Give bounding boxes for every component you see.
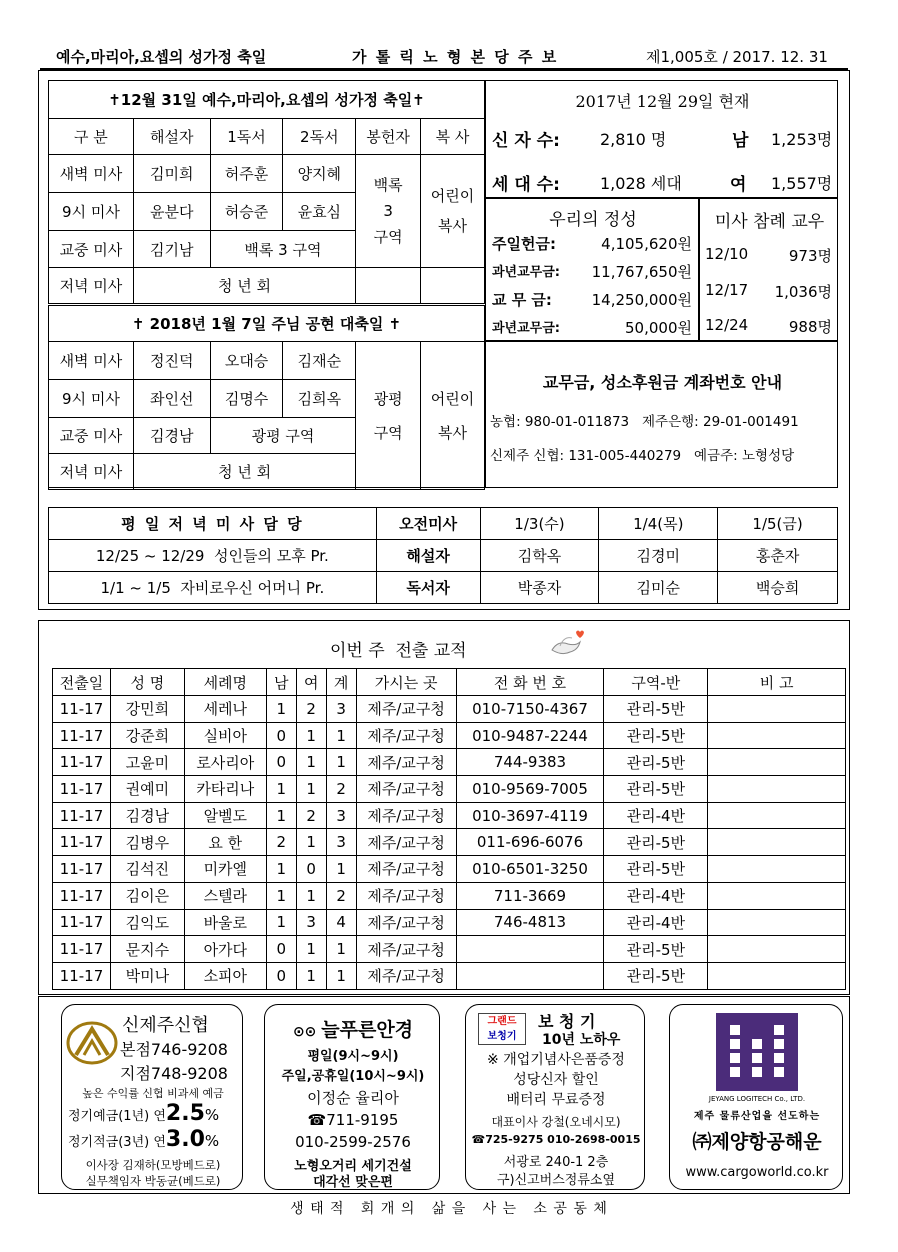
mass-name: 새벽 미사 — [49, 155, 134, 193]
paper-title: 가 톨 릭 노 형 본 당 주 보 — [352, 48, 559, 66]
reader: 김미순 — [599, 572, 718, 604]
female-count: 1,557명 — [771, 174, 833, 193]
transfer-cell — [708, 802, 846, 829]
altar-text: 어린이 — [430, 389, 475, 408]
transfer-cell — [708, 696, 846, 723]
altar-text: 복사 — [438, 423, 468, 442]
offering-group — [356, 342, 421, 490]
transfer-cell: 관리-5반 — [604, 936, 708, 963]
mass-name: 9시 미사 — [49, 380, 134, 418]
transfer-cell: 1 — [326, 856, 356, 883]
accounts-line-2: 신제주 신협: 131-005-440279 예금주: 노형성당 — [490, 448, 795, 464]
accounts-line-1: 농협: 980-01-011873 제주은행: 29-01-001491 — [490, 414, 799, 430]
transfer-cell: 김병우 — [110, 829, 184, 856]
reader-1: 김명수 — [210, 380, 283, 418]
dove-heart-icon — [548, 628, 584, 660]
transfer-cell: 제주/교구청 — [356, 909, 456, 936]
transfer-col-header: 성 명 — [110, 669, 184, 696]
readers: 백록 3 구역 — [210, 231, 356, 268]
transfer-cell: 1 — [266, 882, 296, 909]
transfer-cell: 010-3697-4119 — [456, 802, 604, 829]
optical-title — [265, 1015, 440, 1042]
reader-2: 김재순 — [283, 342, 356, 380]
transfer-cell — [708, 749, 846, 776]
transfer-cell: 11-17 — [53, 909, 111, 936]
col-header: 2독서 — [283, 119, 356, 155]
transfer-cell: 제주/교구청 — [356, 776, 456, 803]
table-row — [53, 882, 846, 909]
offering-value: 14,250,000원 — [591, 291, 692, 309]
attendance-box — [699, 198, 838, 341]
transfer-title-text: 이번 주 전출 교적 — [330, 641, 467, 661]
offering-label: 과년교무금: — [492, 265, 560, 280]
transfer-cell: 3 — [296, 909, 326, 936]
jeyang-logo-icon — [716, 1013, 798, 1091]
attendance-date: 12/24 — [705, 316, 749, 334]
rate-label: 정기예금(1년) 연 — [68, 1109, 166, 1124]
issue-number: 제1,005호 / 2017. 12. 31 — [646, 48, 828, 66]
hearing-logo-text: 그랜드 — [487, 1016, 517, 1027]
male-label: 남 — [732, 131, 749, 151]
commentator: 홍춘자 — [718, 540, 838, 572]
date-header: 1/5(금) — [718, 508, 838, 540]
schedule-2-title: ✝ 2018년 1월 7일 주님 공현 대축일 ✝ — [49, 306, 485, 342]
col-header: 구 분 — [49, 119, 134, 155]
transfer-cell: 고윤미 — [110, 749, 184, 776]
commentator: 윤분다 — [133, 193, 210, 231]
transfer-cell: 1 — [266, 909, 296, 936]
transfer-cell: 1 — [266, 696, 296, 723]
group-assigned: 청 년 회 — [133, 454, 355, 490]
reader-2: 윤효심 — [283, 193, 356, 231]
transfer-cell: 1 — [296, 882, 326, 909]
transfer-cell: 0 — [266, 722, 296, 749]
transfer-cell: 강준희 — [110, 722, 184, 749]
rate-value: 2.5 — [165, 1101, 205, 1126]
shinhyup-manager: 실무책임자 박동균(베드로) — [85, 1174, 221, 1188]
transfer-cell: 관리-4반 — [604, 802, 708, 829]
reader-2: 김희옥 — [283, 380, 356, 418]
offering-box — [485, 198, 699, 341]
transfer-cell: 강민희 — [110, 696, 184, 723]
transfer-cell: 문지수 — [110, 936, 184, 963]
altar-servers — [421, 155, 485, 268]
transfer-cell: 2 — [326, 776, 356, 803]
transfer-cell: 세레나 — [184, 696, 266, 723]
reader-1: 허승준 — [210, 193, 283, 231]
table-row — [53, 909, 846, 936]
transfer-cell: 2 — [296, 696, 326, 723]
attendance-date: 12/10 — [705, 245, 749, 263]
believers-count: 2,810 명 — [600, 130, 667, 149]
divider — [48, 487, 838, 488]
table-row — [53, 856, 846, 883]
shinhyup-branch: 지점748-9208 — [120, 1064, 228, 1083]
offering-text: 백록 — [373, 176, 403, 194]
hearing-years: 10년 노하우 — [542, 1032, 621, 1048]
offering-group — [356, 155, 421, 268]
shipping-name: ㈜제양항공해운 — [692, 1131, 822, 1153]
hearing-ceo: 대표이사 강철(오네시모) — [491, 1115, 621, 1129]
optical-address-2: 대각선 맞은편 — [313, 1175, 393, 1190]
transfer-cell — [708, 909, 846, 936]
transfer-cell: 744-9383 — [456, 749, 604, 776]
table-row — [53, 696, 846, 723]
commentator: 김경미 — [599, 540, 718, 572]
rate-label: 정기적금(3년) 연 — [68, 1135, 166, 1150]
transfer-cell: 1 — [296, 722, 326, 749]
transfer-cell — [708, 882, 846, 909]
stats-box — [485, 80, 838, 198]
shinhyup-rate-1 — [68, 1101, 219, 1126]
transfer-col-header: 비 고 — [708, 669, 846, 696]
transfer-cell — [456, 962, 604, 989]
transfer-cell: 김이은 — [110, 882, 184, 909]
optical-hours-2: 주일,공휴일(10시~9시) — [281, 1069, 425, 1084]
transfer-title — [330, 636, 467, 661]
transfer-cell: 3 — [326, 829, 356, 856]
transfer-cell: 11-17 — [53, 776, 111, 803]
believers-label: 신 자 수: — [492, 131, 560, 151]
table-row — [53, 936, 846, 963]
transfer-cell — [708, 776, 846, 803]
ad-shipping — [669, 1004, 843, 1190]
offering-title: 우리의 정성 — [549, 210, 637, 230]
optical-phone-1: ☎711-9195 — [307, 1111, 399, 1129]
shinhyup-main: 본점746-9208 — [120, 1040, 228, 1059]
rate-percent: % — [204, 1132, 220, 1150]
optical-owner: 이정순 율리아 — [307, 1089, 399, 1107]
altar-text: 어린이 — [430, 187, 475, 205]
optical-hours-1: 평일(9시~9시) — [307, 1049, 399, 1064]
transfer-cell: 권예미 — [110, 776, 184, 803]
reader: 박종자 — [480, 572, 599, 604]
shipping-logo-text: JEYANG LOGITECH Co., LTD. — [708, 1095, 806, 1103]
transfer-cell: 로사리아 — [184, 749, 266, 776]
mass-name: 저녁 미사 — [49, 268, 134, 304]
offering-text: 구역 — [373, 228, 403, 246]
mass-name: 새벽 미사 — [49, 342, 134, 380]
transfer-cell: 김석진 — [110, 856, 184, 883]
glasses-icon: ⊙⊙ — [292, 1024, 322, 1040]
transfer-col-header: 가시는 곳 — [356, 669, 456, 696]
hearing-logo — [478, 1013, 526, 1045]
transfer-cell: 관리-5반 — [604, 696, 708, 723]
reader-2: 양지혜 — [283, 155, 356, 193]
male-count: 1,253명 — [771, 130, 833, 149]
shinhyup-ceo: 이사장 김재하(모방베드로) — [85, 1158, 221, 1172]
ad-shinhyup — [61, 1004, 243, 1190]
transfer-cell: 관리-5반 — [604, 749, 708, 776]
mass-name: 9시 미사 — [49, 193, 134, 231]
transfer-cell: 3 — [326, 696, 356, 723]
shinhyup-name: 신제주신협 — [122, 1015, 209, 1036]
hearing-phone: ☎725-9275 010-2698-0015 — [471, 1133, 641, 1146]
shipping-url: www.cargoworld.co.kr — [685, 1165, 829, 1180]
altar-text: 복사 — [438, 217, 468, 235]
transfer-cell: 제주/교구청 — [356, 696, 456, 723]
transfer-cell: 1 — [326, 936, 356, 963]
transfer-cell: 제주/교구청 — [356, 882, 456, 909]
reader: 백승희 — [718, 572, 838, 604]
readers: 광평 구역 — [210, 418, 356, 454]
offering-text: 구역 — [373, 423, 403, 442]
female-label: 여 — [730, 175, 747, 195]
offering-value: 4,105,620원 — [601, 235, 692, 253]
transfer-cell — [708, 936, 846, 963]
transfer-cell — [708, 829, 846, 856]
transfer-cell: 711-3669 — [456, 882, 604, 909]
transfer-col-header: 전출일 — [53, 669, 111, 696]
hearing-logo-text: 보청기 — [487, 1031, 517, 1042]
shinhyup-rate-2 — [68, 1127, 219, 1152]
attendance-count: 988명 — [788, 318, 832, 336]
transfer-cell: 실비아 — [184, 722, 266, 749]
households-count: 1,028 세대 — [600, 174, 682, 193]
transfer-cell: 010-7150-4367 — [456, 696, 604, 723]
table-row — [53, 749, 846, 776]
hearing-line-3: 배터리 무료증정 — [506, 1092, 606, 1108]
transfer-col-header: 세례명 — [184, 669, 266, 696]
transfer-cell: 011-696-6076 — [456, 829, 604, 856]
altar-servers — [421, 342, 485, 490]
commentator: 좌인선 — [133, 380, 210, 418]
transfer-cell: 미카엘 — [184, 856, 266, 883]
transfer-cell: 0 — [266, 936, 296, 963]
schedule-table-2 — [48, 305, 485, 490]
transfer-cell: 스텔라 — [184, 882, 266, 909]
transfer-cell — [708, 722, 846, 749]
transfer-cell: 관리-5반 — [604, 962, 708, 989]
transfer-cell — [708, 962, 846, 989]
offering-label: 주일헌금: — [492, 235, 556, 253]
transfer-cell: 제주/교구청 — [356, 856, 456, 883]
schedule-table-1 — [48, 80, 485, 304]
stats-date: 2017년 12월 29일 현재 — [575, 92, 750, 111]
masthead — [40, 44, 848, 68]
transfer-cell — [456, 936, 604, 963]
transfer-cell: 제주/교구청 — [356, 802, 456, 829]
transfer-cell: 1 — [296, 749, 326, 776]
transfer-cell: 1 — [296, 829, 326, 856]
weekday-title: 평 일 저 녁 미 사 담 당 — [49, 508, 377, 540]
ad-hearing-aid — [465, 1004, 645, 1190]
transfer-cell: 관리-5반 — [604, 829, 708, 856]
transfer-cell: 0 — [296, 856, 326, 883]
offering-value: 50,000원 — [625, 319, 692, 337]
table-row — [53, 829, 846, 856]
transfer-cell: 4 — [326, 909, 356, 936]
attendance-count: 1,036명 — [774, 283, 832, 301]
footer-motto: 생 태 적 회 개 의 삶 을 사 는 소 공 동 체 — [290, 1201, 608, 1217]
transfer-cell: 11-17 — [53, 829, 111, 856]
transfer-cell: 카타리나 — [184, 776, 266, 803]
attendance-count: 973명 — [788, 247, 832, 265]
shipping-tagline: 제주 물류산업을 선도하는 — [693, 1111, 821, 1122]
col-header: 해설자 — [133, 119, 210, 155]
commentator: 정진덕 — [133, 342, 210, 380]
offering-text: 3 — [383, 202, 393, 220]
hearing-name: 보 청 기 — [538, 1012, 596, 1031]
shinhyup-logo-icon — [66, 1021, 118, 1065]
transfer-cell: 제주/교구청 — [356, 962, 456, 989]
commentator: 김경남 — [133, 418, 210, 454]
transfer-cell: 0 — [266, 749, 296, 776]
transfer-cell: 제주/교구청 — [356, 829, 456, 856]
transfer-cell: 박미나 — [110, 962, 184, 989]
transfer-cell: 11-17 — [53, 936, 111, 963]
transfer-cell: 010-9487-2244 — [456, 722, 604, 749]
col-header: 복 사 — [421, 119, 485, 155]
transfer-cell: 관리-5반 — [604, 776, 708, 803]
hearing-address-1: 서광로 240-1 2층 — [503, 1155, 609, 1170]
commentator: 김기남 — [133, 231, 210, 268]
offering-value: 11,767,650원 — [591, 263, 692, 281]
group-assigned: 청 년 회 — [133, 268, 355, 304]
attendance-date: 12/17 — [705, 281, 749, 299]
col-header: 1독서 — [210, 119, 283, 155]
transfer-cell: 1 — [266, 802, 296, 829]
transfer-cell: 11-17 — [53, 962, 111, 989]
offering-label: 과년교무금: — [492, 321, 560, 336]
transfer-cell — [708, 856, 846, 883]
commentator: 김미희 — [133, 155, 210, 193]
optical-phone-2: 010-2599-2576 — [295, 1133, 411, 1151]
transfer-cell: 1 — [266, 776, 296, 803]
transfer-cell: 1 — [296, 936, 326, 963]
transfer-cell: 아가다 — [184, 936, 266, 963]
date-header: 1/3(수) — [480, 508, 599, 540]
optical-address-1: 노형오거리 세기건설 — [294, 1159, 412, 1174]
hearing-line-1: ※ 개업기념사은품증정 — [487, 1052, 625, 1068]
weekday-table — [48, 507, 838, 604]
transfer-cell: 3 — [326, 802, 356, 829]
transfer-cell: 2 — [266, 829, 296, 856]
hearing-address-2: 구)신고버스정류소옆 — [496, 1173, 616, 1188]
transfer-cell: 010-9569-7005 — [456, 776, 604, 803]
transfer-col-header: 남 — [266, 669, 296, 696]
transfer-cell: 11-17 — [53, 722, 111, 749]
reader-1: 오대승 — [210, 342, 283, 380]
transfer-cell: 관리-5반 — [604, 722, 708, 749]
households-label: 세 대 수: — [492, 175, 560, 195]
transfer-cell: 2 — [296, 802, 326, 829]
weekday-row: 12/25 ~ 12/29 성인들의 모후 Pr. — [49, 540, 377, 572]
mass-name: 교중 미사 — [49, 418, 134, 454]
transfer-cell: 제주/교구청 — [356, 722, 456, 749]
table-row — [53, 802, 846, 829]
transfer-col-header: 여 — [296, 669, 326, 696]
ad-optical — [264, 1004, 440, 1190]
transfer-cell: 제주/교구청 — [356, 749, 456, 776]
transfer-cell: 1 — [326, 722, 356, 749]
transfer-cell: 1 — [326, 962, 356, 989]
transfer-col-header: 계 — [326, 669, 356, 696]
transfer-cell: 바울로 — [184, 909, 266, 936]
commentator-label: 해설자 — [376, 540, 480, 572]
transfer-cell: 1 — [296, 776, 326, 803]
transfer-cell: 관리-4반 — [604, 882, 708, 909]
mass-name: 저녁 미사 — [49, 454, 134, 490]
transfer-col-header: 전 화 번 호 — [456, 669, 604, 696]
transfer-cell: 11-17 — [53, 749, 111, 776]
morning-mass-label: 오전미사 — [376, 508, 480, 540]
transfer-cell: 1 — [326, 749, 356, 776]
rate-percent: % — [204, 1106, 220, 1124]
hearing-line-2: 성당신자 할인 — [513, 1072, 599, 1088]
optical-name: 늘푸른안경 — [321, 1019, 414, 1041]
transfer-cell: 746-4813 — [456, 909, 604, 936]
transfer-cell: 11-17 — [53, 856, 111, 883]
table-row — [53, 722, 846, 749]
shinhyup-slogan: 높은 수익률 신협 비과세 예금 — [82, 1087, 224, 1100]
transfer-cell: 제주/교구청 — [356, 936, 456, 963]
accounts-box — [485, 341, 838, 488]
commentator: 김학옥 — [480, 540, 599, 572]
transfer-cell: 김경남 — [110, 802, 184, 829]
weekday-row: 1/1 ~ 1/5 자비로우신 어머니 Pr. — [49, 572, 377, 604]
transfer-cell: 010-6501-3250 — [456, 856, 604, 883]
accounts-title: 교무금, 성소후원금 계좌번호 안내 — [542, 373, 783, 392]
offering-text: 광평 — [373, 389, 403, 408]
transfer-cell: 소피아 — [184, 962, 266, 989]
transfer-table — [52, 668, 846, 990]
feast-title: 예수,마리아,요셉의 성가정 축일 — [56, 48, 267, 66]
transfer-cell: 알벨도 — [184, 802, 266, 829]
transfer-cell: 11-17 — [53, 696, 111, 723]
transfer-cell: 11-17 — [53, 802, 111, 829]
date-header: 1/4(목) — [599, 508, 718, 540]
transfer-cell: 2 — [326, 882, 356, 909]
col-header: 봉헌자 — [356, 119, 421, 155]
transfer-cell: 요 한 — [184, 829, 266, 856]
transfer-cell: 1 — [266, 856, 296, 883]
mass-name: 교중 미사 — [49, 231, 134, 268]
table-row — [53, 776, 846, 803]
transfer-col-header: 구역-반 — [604, 669, 708, 696]
transfer-cell: 11-17 — [53, 882, 111, 909]
rate-value: 3.0 — [165, 1127, 205, 1152]
reader-1: 허주훈 — [210, 155, 283, 193]
transfer-cell: 김익도 — [110, 909, 184, 936]
attendance-title: 미사 참례 교우 — [714, 212, 825, 232]
transfer-cell: 관리-5반 — [604, 856, 708, 883]
transfer-cell: 관리-4반 — [604, 909, 708, 936]
transfer-cell: 1 — [296, 962, 326, 989]
schedule-1-title: ✝12월 31일 예수,마리아,요셉의 성가정 축일✝ — [49, 81, 485, 119]
offering-label: 교 무 금: — [492, 291, 552, 309]
reader-label: 독서자 — [376, 572, 480, 604]
transfer-cell: 0 — [266, 962, 296, 989]
table-row — [53, 962, 846, 989]
